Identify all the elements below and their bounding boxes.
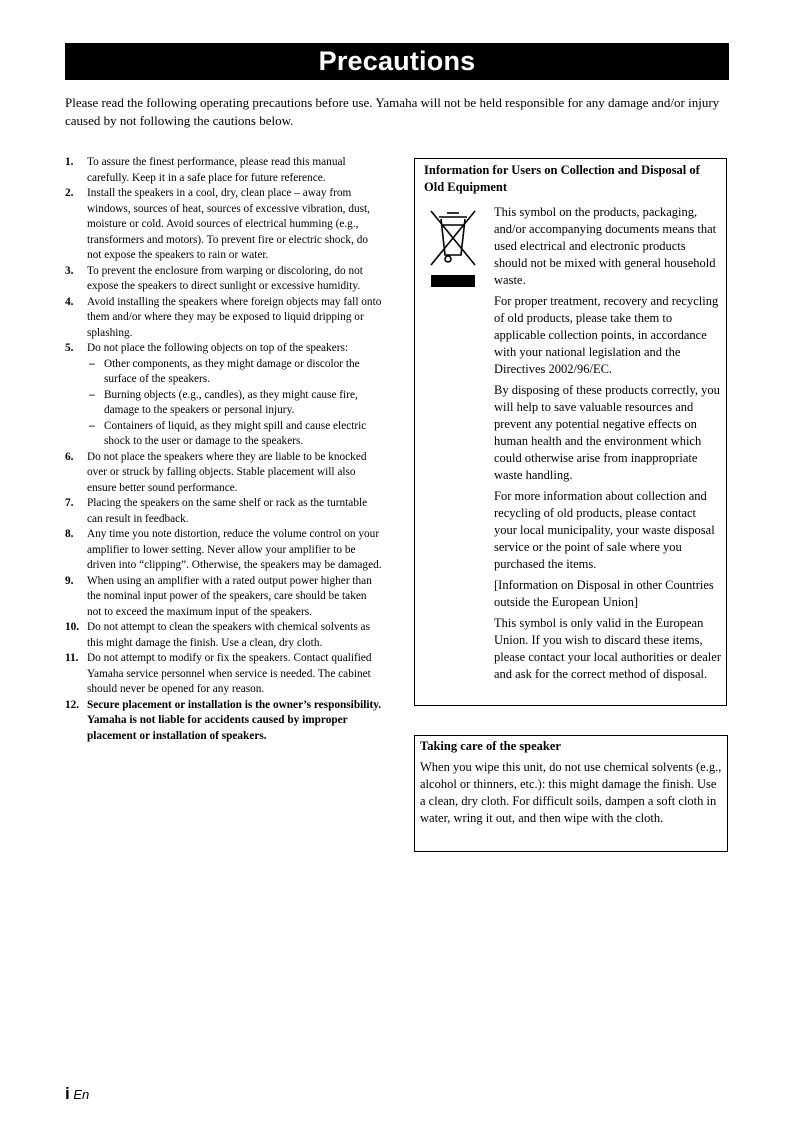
- item-number: 10.: [65, 621, 80, 633]
- list-item: [65, 620, 383, 651]
- item-number: 6.: [65, 450, 74, 463]
- list-item: [65, 155, 383, 186]
- language-code: En: [73, 1087, 90, 1102]
- disposal-paragraph: By disposing of these products correctly, you will help to save valuable resources and prevent any potential negative effects on human health and the environment which could otherwise arise from inappropriate waste handling.: [494, 383, 720, 482]
- item-text: Do not place the speakers where they are liable to be knocked over or struck by falling objects. Stable placement will also ensure better sound performance.: [87, 450, 367, 494]
- item-number: 7.: [65, 497, 74, 509]
- list-item: [65, 450, 383, 497]
- care-body: When you wipe this unit, do not use chemical solvents (e.g., alcohol or thinners, etc.): this might damage the finish. Use a clean, dry cloth. For difficult soils, dampen a soft cloth in water, wring it out, and then wipe with the cloth.: [420, 760, 722, 825]
- disposal-paragraph: This symbol on the products, packaging, and/or accompanying documents means that used electrical and electronic products should not be mixed with general household waste.: [494, 205, 717, 287]
- item-text: When using an amplifier with a rated output power higher than the nominal input power of the speakers, care should be taken not to exceed the maximum input of the speakers.: [87, 574, 372, 618]
- list-item: [65, 527, 383, 574]
- sub-list-item: – Containers of liquid, as they might spill and cause electric shock to the user or damage to the speakers.: [89, 419, 367, 447]
- item-number: 2.: [65, 187, 74, 199]
- disposal-paragraph: For more information about collection and recycling of old products, please contact your local municipality, your waste disposal service or the point of sale where you purchased the items.: [494, 489, 715, 571]
- sub-item-text: Other components, as they might damage or discolor the surface of the speakers.: [104, 357, 360, 385]
- page-number: i: [65, 1084, 70, 1103]
- care-heading: Taking care of the speaker: [420, 739, 561, 753]
- precautions-list: [65, 155, 383, 744]
- list-item: [65, 496, 383, 527]
- sub-list: [87, 357, 383, 450]
- disposal-paragraph: This symbol is only valid in the European Union. If you wish to discard these items, please contact your local authorities or dealer and ask for the correct method of disposal.: [494, 616, 721, 681]
- item-number: 5.: [65, 342, 74, 354]
- sub-list-item: – Other components, as they might damage or discolor the surface of the speakers.: [89, 357, 360, 385]
- intro-paragraph: Please read the following operating precautions before use. Yamaha will not be held responsible for any damage and/or injury caused by not following the cautions below.: [65, 95, 720, 128]
- disposal-heading: Information for Users on Collection and Disposal of Old Equipment: [424, 163, 700, 194]
- page-footer: [65, 1084, 89, 1104]
- item-number: 12.: [65, 698, 80, 711]
- item-number: 4.: [65, 295, 74, 308]
- disposal-body: [494, 204, 722, 687]
- list-item: [65, 186, 383, 264]
- crossed-out-wheelie-bin-icon: [429, 209, 477, 289]
- sub-list-item: – Burning objects (e.g., candles), as they might cause fire, damage to the speakers or personal injury.: [89, 388, 358, 416]
- care-info-box: [414, 735, 728, 852]
- item-text: Do not place the following objects on top of the speakers:: [87, 342, 349, 354]
- sub-item-text: Burning objects (e.g., candles), as they might cause fire, damage to the speakers or personal injury.: [104, 388, 358, 416]
- item-text: To assure the finest performance, please read this manual carefully. Keep it in a safe place for future reference.: [87, 156, 346, 184]
- disposal-paragraph: [Information on Disposal in other Countries outside the European Union]: [494, 578, 714, 609]
- item-number: 8.: [65, 528, 74, 540]
- list-item: [65, 651, 383, 698]
- list-item: [65, 295, 383, 342]
- item-number: 9.: [65, 574, 74, 587]
- item-number: 1.: [65, 156, 74, 168]
- disposal-info-box: [414, 158, 727, 706]
- item-text: Install the speakers in a cool, dry, clean place – away from windows, sources of heat, sources of excessive vibration, dust, moisture or cold. Avoid sources of electrical humming (e.g., transformers and motors). To prevent fire or electric shock, do not expose the speakers to rain or water.: [87, 187, 370, 261]
- list-item: [65, 574, 383, 621]
- item-text: Do not attempt to clean the speakers with chemical solvents as this might damage the finish. Use a clean, dry cloth.: [87, 621, 370, 649]
- page-title: Precautions: [65, 43, 729, 80]
- disposal-paragraph: For proper treatment, recovery and recycling of old products, please take them to applicable collection points, in accordance with your national legislation and the Directives 2002/96/EC.: [494, 294, 719, 376]
- list-item: [65, 341, 383, 450]
- item-text: Placing the speakers on the same shelf or rack as the turntable can result in feedback.: [87, 497, 368, 525]
- sub-item-text: Containers of liquid, as they might spill and cause electric shock to the user or damage to the speakers.: [104, 419, 367, 447]
- item-text: To prevent the enclosure from warping or discoloring, do not expose the speakers to direct sunlight or excessive humidity.: [87, 264, 363, 292]
- item-text: Do not attempt to modify or fix the speakers. Contact qualified Yamaha service personnel when service is needed. The cabinet should never be opened for any reason.: [87, 652, 372, 695]
- item-text: Secure placement or installation is the owner’s responsibility. Yamaha is not liable for accidents caused by improper placement or installation of speakers.: [87, 698, 382, 742]
- list-item: [65, 698, 383, 745]
- item-text: Avoid installing the speakers where foreign objects may fall onto them and/or where they may be exposed to liquid dripping or splashing.: [87, 295, 382, 339]
- item-number: 11.: [65, 652, 79, 664]
- list-item: [65, 264, 383, 295]
- item-number: 3.: [65, 264, 74, 277]
- item-text: Any time you note distortion, reduce the volume control on your amplifier to lower setting. Never allow your amplifier to be driven into “clipping”. Otherwise, the speakers may be damaged.: [87, 528, 382, 571]
